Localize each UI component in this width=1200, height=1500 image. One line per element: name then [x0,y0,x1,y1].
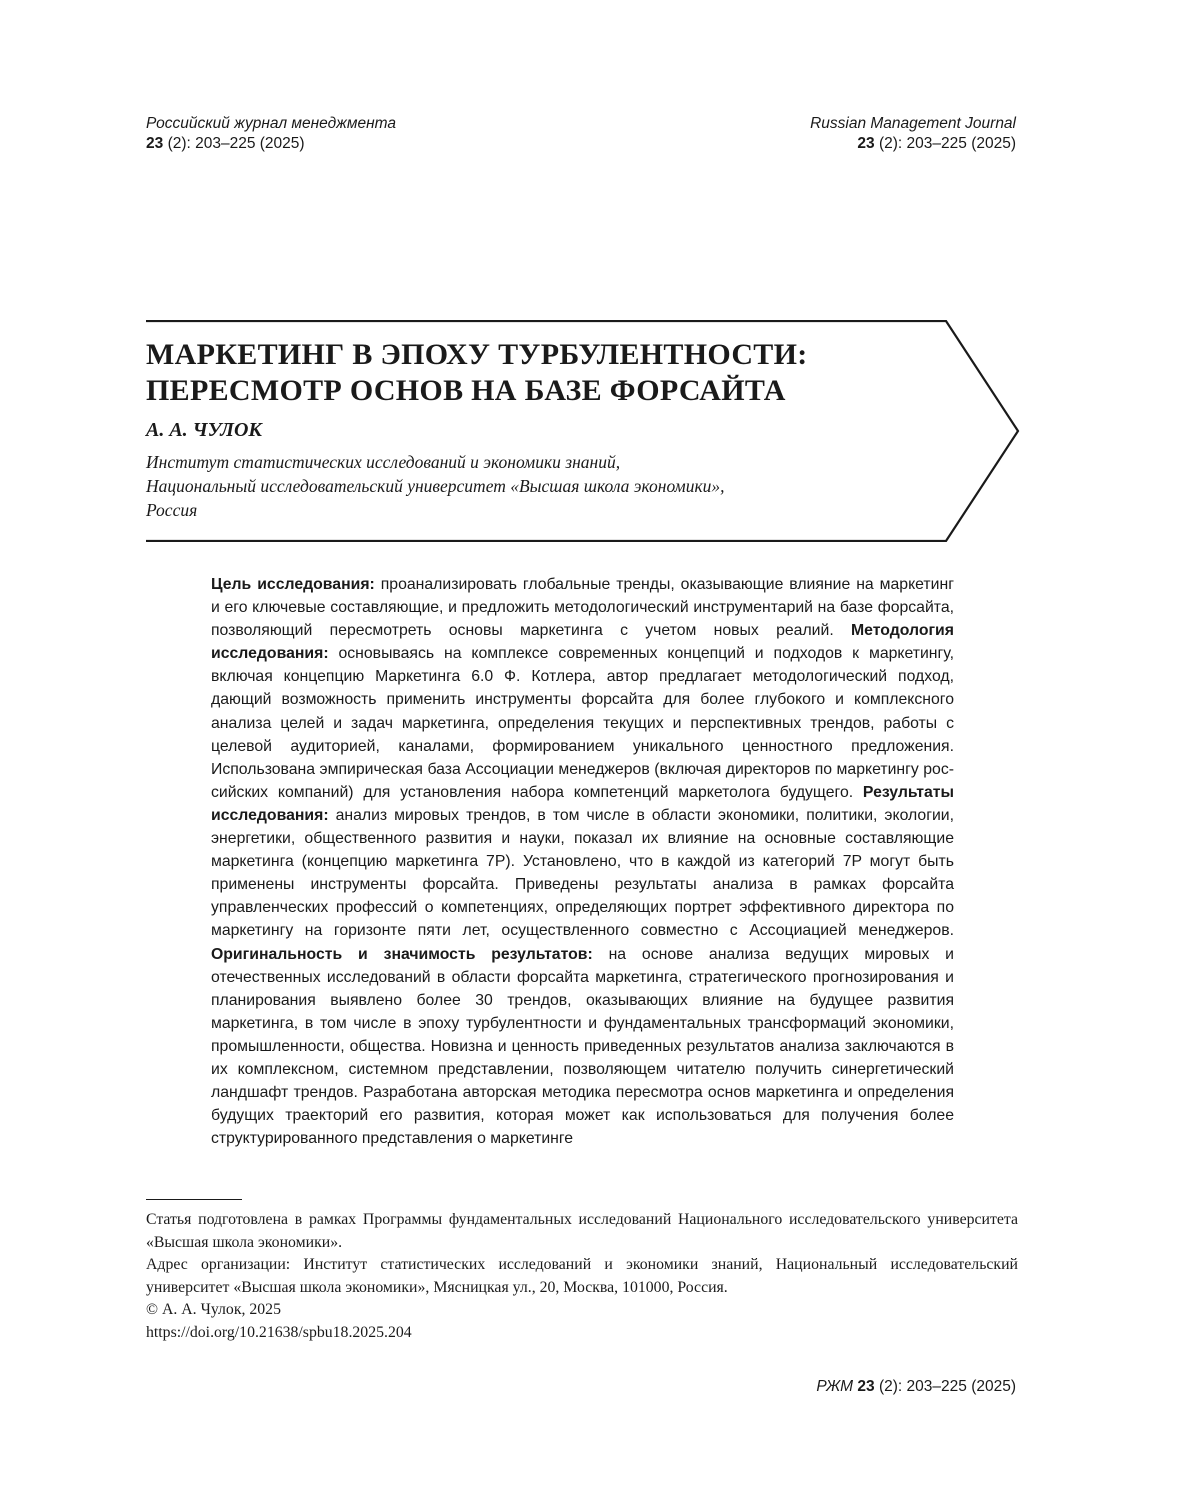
issue-pages: (2): 203–225 (2025) [878,135,1016,152]
journal-abbreviation: РЖМ [816,1378,854,1395]
abstract-text-originality: на основе анализа ведущих мировых и отечественных исследований в области форсайта маркетинга, стратегического прогнозирования и планирования выявлено более 30 трендов, оказывающих влияние на будущее развития маркетинга, в том числе в эпоху турбулентности и фундаментальных трансформаций экономики, промышленности, общества. Новизна и ценность приведенных результатов анализа заключаются в их комплексном, системном представлении, позволяющем читателю получить синергетический ландшафт трендов. Разработана авторская методика пересмотра основ маркетинга и определения будущих траекторий его развития, которая может как использоваться для получения более структурированного представления о маркетинге [211,945,954,1148]
issue-info-left [146,134,396,154]
abstract [211,573,954,1150]
volume-number: 23 [857,135,875,152]
volume-number: 23 [146,135,164,152]
title-line: ПЕРЕСМОТР ОСНОВ НА БАЗЕ ФОРСАЙТА [146,374,786,407]
title-line: МАРКЕТИНГ В ЭПОХУ ТУРБУЛЕНТНОСТИ: [146,338,808,371]
article-title [146,337,926,409]
running-footer [816,1377,1016,1397]
abstract-label-originality: Оригинальность и значимость результатов: [211,945,593,963]
abstract-text-method: основываясь на комплексе современных концепций и подходов к маркетингу, включая концепцию Маркетинга 6.0 Ф. Котлера, автор предлагает методологический подход, дающий возможность применить инструменты форсайта для более глубокого и комплексного анализа целей и задач маркетинга, определения текущих и перспективных трендов, работы с целевой аудиторией, каналами, формированием уникального ценностного предложения. Использована эмпирическая база Ассоциации менеджеров (включая директоров по маркетингу российских компаний) для установления набора компетенций маркетолога будущего. [211,645,954,801]
funding-note: Статья подготовлена в рамках Программы фундаментальных исследований Национального исследовательского университета «Высшая школа экономики». [146,1211,1018,1251]
doi-link[interactable]: https://doi.org/10.21638/spbu18.2025.204 [146,1323,412,1341]
affiliation-line: Национальный исследовательский университет «Высшая школа экономики», [146,476,725,496]
author-name: А. А. ЧУЛОК [146,419,262,441]
abstract-text-results: анализ мировых трендов, в том числе в области экономики, политики, экологии, энергетики, общественного развития и науки, показал их влияние на основные составляющие маркетинга (концепцию маркетинга 7P). Установлено, что в каждой из категорий 7P могут быть применены инструменты форсайта. Приведены результаты анализа в рамках форсайта управленческих профессий о компетенциях, определяющих портрет эффективного директора по маркетингу на горизонте пяти лет, осуществленного совместно с Ассоциацией менеджеров. [211,806,954,940]
running-header-right [810,114,1016,154]
issue-pages: (2): 203–225 (2025) [878,1378,1016,1395]
abstract-label-results: Результаты исследования: [211,783,954,824]
running-header-left [146,114,396,154]
issue-info-right [810,134,1016,154]
abstract-label-goal: Цель исследования: [211,576,375,593]
affiliation-line: Россия [146,500,198,520]
author-affiliation [146,450,926,522]
footnotes [146,1209,1018,1344]
issue-pages: (2): 203–225 (2025) [167,135,305,152]
copyright-notice: © А. А. Чулок, 2025 [146,1301,281,1318]
organization-address: Адрес организации: Институт статистических исследований и экономики знаний, Национальный исследовательский университет «Высшая школа экономики», Мясницкая ул., 20, Москва, 101000, Россия. [146,1256,1018,1296]
journal-title-ru: Российский журнал менеджмента [146,115,396,132]
affiliation-line: Институт статистических исследований и экономики знаний, [146,452,621,472]
abstract-text-goal: проанализировать глобальные тренды, оказывающие влияние на маркетинг и его ключевые составляющие, и предложить методологический инструментарий на базе форсайта, позволяющий пересмотреть основы маркетинга с учетом новых реалий. [211,576,954,640]
volume-number: 23 [857,1378,875,1395]
abstract-label-method: Методология исследования: [211,622,954,663]
footnote-divider [146,1199,242,1200]
journal-title-en: Russian Management Journal [810,115,1016,132]
